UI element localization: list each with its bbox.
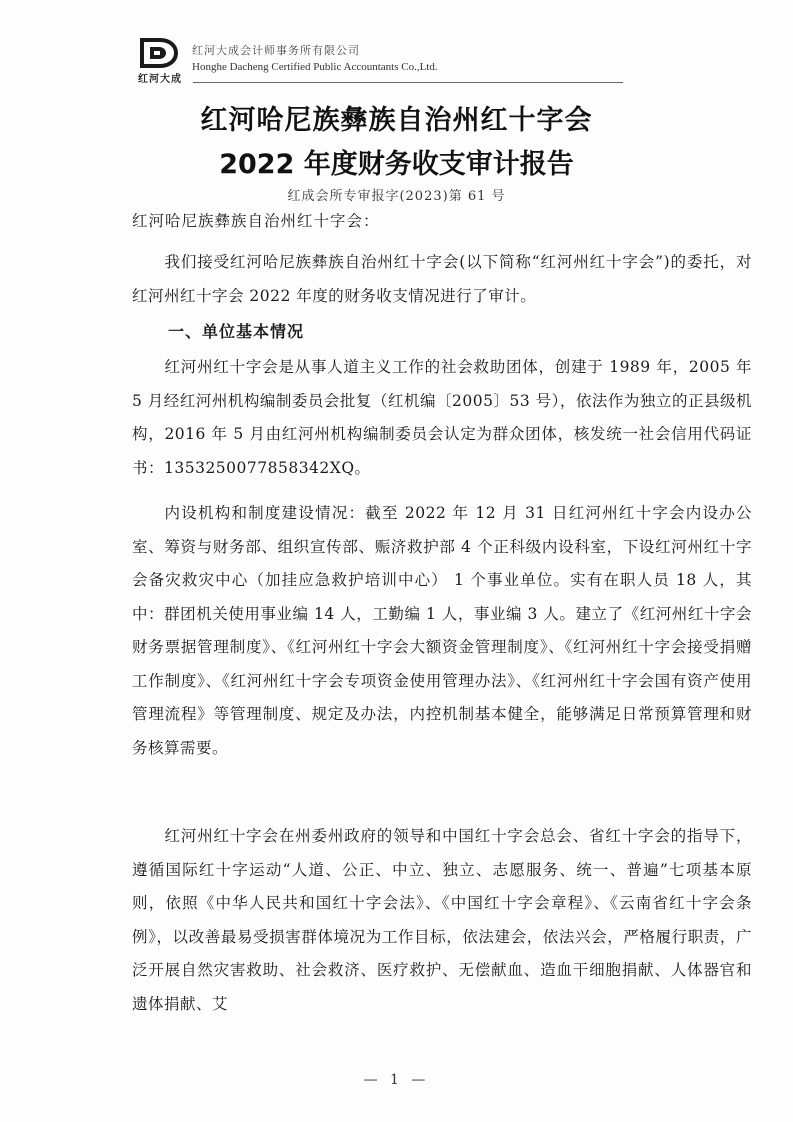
report-title-line-1: 红河哈尼族彝族自治州红十字会 xyxy=(200,105,593,136)
letterhead-divider xyxy=(193,82,623,83)
paragraph-internal-structure: 内设机构和制度建设情况：截至 2022 年 12 月 31 日红河州红十字会内设办公室、筹资与财务部、组织宣传部、赈济救护部 4 个正科级内设科室，下设红河州红十字会备灾救灾中心（加挂应急救护培训中心） 1 个事业单位。实有在职人员 18 人，其中：群团机关使用事业编 14 人，工勤编 1 人，事业编 3 人。建立了《红河州红十字会财务票据管理制度》、《红河州红十字会大额资金管理制度》、《红河州红十字会接受捐赠工作制度》、《红河州红十字会专项资金使用管理办法》、《红河州红十字会国有资产使用管理流程》等管理制度、规定及办法，内控机制基本健全，能够满足日常预算管理和财务核算需要。 xyxy=(132,504,752,757)
firm-name-chinese: 红河大成会计师事务所有限公司 xyxy=(192,44,360,57)
salutation: 红河哈尼族彝族自治州红十字会： xyxy=(132,212,380,230)
logo-mark-icon xyxy=(138,38,178,68)
paragraph-engagement: 我们接受红河哈尼族彝族自治州红十字会(以下简称“红河州红十字会”)的委托，对红河州红十字会 2022 年度的财务收支情况进行了审计。 xyxy=(132,253,752,305)
section-heading-basic-info: 一、单位基本情况 xyxy=(168,322,305,341)
logo-text: 红河大成 xyxy=(138,74,182,85)
document-number: 红成会所专审报字(2023)第 61 号 xyxy=(287,189,506,204)
paragraph-organization-overview: 红河州红十字会是从事人道主义工作的社会救助团体，创建于 1989 年，2005 年 5 月经红河州机构编制委员会批复（红机编〔2005〕53 号），依法作为独立的正县级机构，2016 年 5 月由红河州机构编制委员会认定为群众团体，核发统一社会信用代码证书：1353250077858342XQ。 xyxy=(132,358,752,477)
page-number: — 1 — xyxy=(363,1072,430,1088)
firm-name-english: Honghe Dacheng Certified Public Accountants Co.,Ltd. xyxy=(192,61,438,73)
paragraph-principles: 红河州红十字会在州委州政府的领导和中国红十字会总会、省红十字会的指导下，遵循国际红十字运动“人道、公正、中立、独立、志愿服务、统一、普遍”七项基本原则，依照《中华人民共和国红十字会法》、《中国红十字会章程》、《云南省红十字会条例》，以改善最易受损害群体境况为工作目标，依法建会，依法兴会，严格履行职责，广泛开展自然灾害救助、社会救济、医疗救护、无偿献血、造血干细胞捐献、人体器官和遗体捐献、艾 xyxy=(132,827,752,1013)
report-title-line-2: 2022 年度财务收支审计报告 xyxy=(219,149,574,180)
firm-logo xyxy=(132,38,186,90)
